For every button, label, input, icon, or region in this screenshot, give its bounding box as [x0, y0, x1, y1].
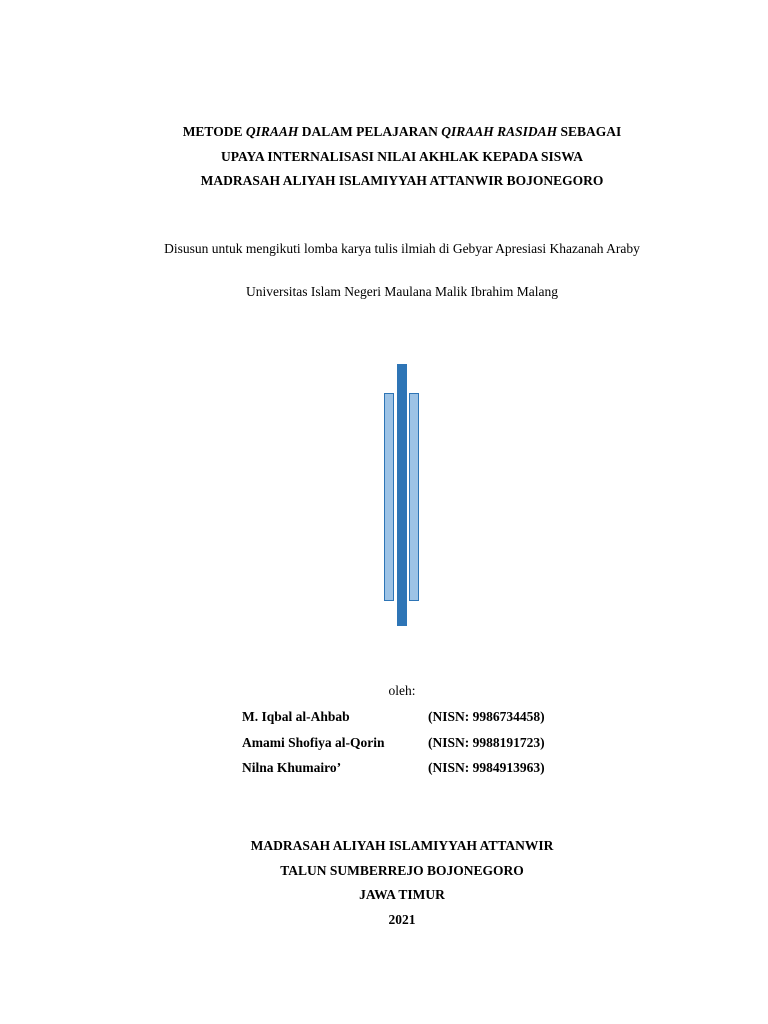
logo-center-bar: [397, 364, 407, 626]
title-text: METODE: [182, 124, 246, 139]
author-name: Nilna Khumairo’: [242, 760, 342, 775]
institution-name: MADRASAH ALIYAH ISLAMIYYAH ATTANWIR: [250, 838, 554, 853]
logo-right-bar: [409, 393, 419, 601]
document-subtitle: Disusun untuk mengikuti lomba karya tulis ilmiah di Gebyar Apresiasi Khazanah Araby: [164, 241, 640, 256]
title-italic-term: QIRAAH: [245, 124, 299, 139]
title-text: SEBAGAI: [557, 124, 622, 139]
author-name: M. Iqbal al-Ahbab: [242, 709, 350, 724]
author-name: Amami Shofiya al-Qorin: [242, 734, 385, 750]
title-line-3: MADRASAH ALIYAH ISLAMIYYAH ATTANWIR BOJONEGORO: [200, 173, 604, 188]
document-title: [100, 120, 704, 194]
author-nisn: (NISN: 9986734458): [428, 709, 545, 724]
logo-left-bar: [384, 393, 394, 601]
university-name: Universitas Islam Negeri Maulana Malik Ibrahim Malang: [246, 284, 558, 299]
title-line-2: UPAYA INTERNALISASI NILAI AKHLAK KEPADA SISWA: [221, 148, 583, 164]
title-line-1: [100, 120, 704, 145]
author-nisn: (NISN: 9984913963): [428, 760, 545, 775]
author-nisn: (NISN: 9988191723): [428, 734, 545, 750]
by-label: oleh:: [388, 683, 416, 698]
document-year: 2021: [388, 911, 416, 927]
author-row: [242, 760, 588, 786]
institution-address: TALUN SUMBERREJO BOJONEGORO: [280, 862, 524, 878]
institution-province: JAWA TIMUR: [359, 887, 445, 902]
title-text: DALAM PELAJARAN: [298, 124, 442, 139]
author-list: [242, 709, 588, 786]
author-row: [242, 709, 588, 735]
author-row: [242, 735, 588, 761]
institution-block: [100, 834, 704, 932]
title-italic-term: QIRAAH RASIDAH: [441, 124, 558, 139]
